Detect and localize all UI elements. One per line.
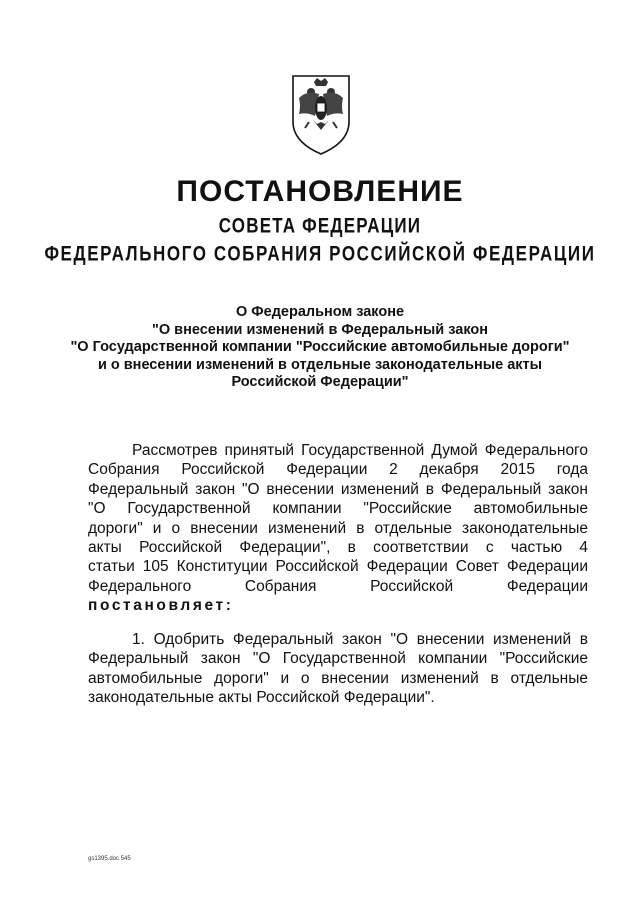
document-subject xyxy=(0,304,640,392)
document-subtitle-line2: ФЕДЕРАЛЬНОГО СОБРАНИЯ РОССИЙСКОЙ ФЕДЕРАЦИИ xyxy=(44,241,596,266)
paragraph-line: статьи 105 Конституции Российской Федерации Совет Федерации xyxy=(88,558,588,576)
paragraph-line: дороги" и о внесении изменений в отдельные законодательные xyxy=(88,519,588,537)
document-title: ПОСТАНОВЛЕНИЕ xyxy=(176,175,464,208)
paragraph-line: автомобильные дороги" и о внесении изменений в отдельные xyxy=(88,669,588,687)
paragraph-line: законодательные акты Российской Федерации". xyxy=(88,689,435,707)
paragraph-line: Собрания Российской Федерации 2 декабря 2015 года xyxy=(88,461,588,479)
paragraph-line: Федерального Собрания Российской Федерации xyxy=(88,577,588,595)
subject-line: и о внесении изменений в отдельные законодательные акты xyxy=(97,356,543,373)
paragraph-line: 1. Одобрить Федеральный закон "О внесении изменений в xyxy=(132,631,588,648)
subject-line: О Федеральном законе xyxy=(235,304,405,320)
subject-line: "О внесении изменений в Федеральный закон xyxy=(152,321,488,338)
resolution-item-1 xyxy=(88,630,588,708)
paragraph-line: Рассмотрев принятый Государственной Думой Федерального xyxy=(132,442,588,459)
paragraph-line: "О Государственной компании "Российские автомобильные xyxy=(88,500,588,518)
document-subtitle-line1: СОВЕТА ФЕДЕРАЦИИ xyxy=(218,213,422,238)
subject-line: "О Государственной компании "Российские автомобильные дороги" xyxy=(70,339,570,355)
document-reference: gs1395.doc 545 xyxy=(88,856,131,862)
resolution-keyword: постановляет: xyxy=(88,597,234,615)
coat-of-arms-icon xyxy=(289,72,353,156)
preamble-paragraph xyxy=(88,441,588,616)
paragraph-line: акты Российской Федерации", в соответствии с частью 4 xyxy=(88,539,588,557)
subject-line: Российской Федерации" xyxy=(231,374,409,390)
paragraph-line: Федеральный закон "О внесении изменений в Федеральный закон xyxy=(88,480,588,498)
paragraph-line: Федеральный закон "О Государственной компании "Российские xyxy=(88,650,588,668)
